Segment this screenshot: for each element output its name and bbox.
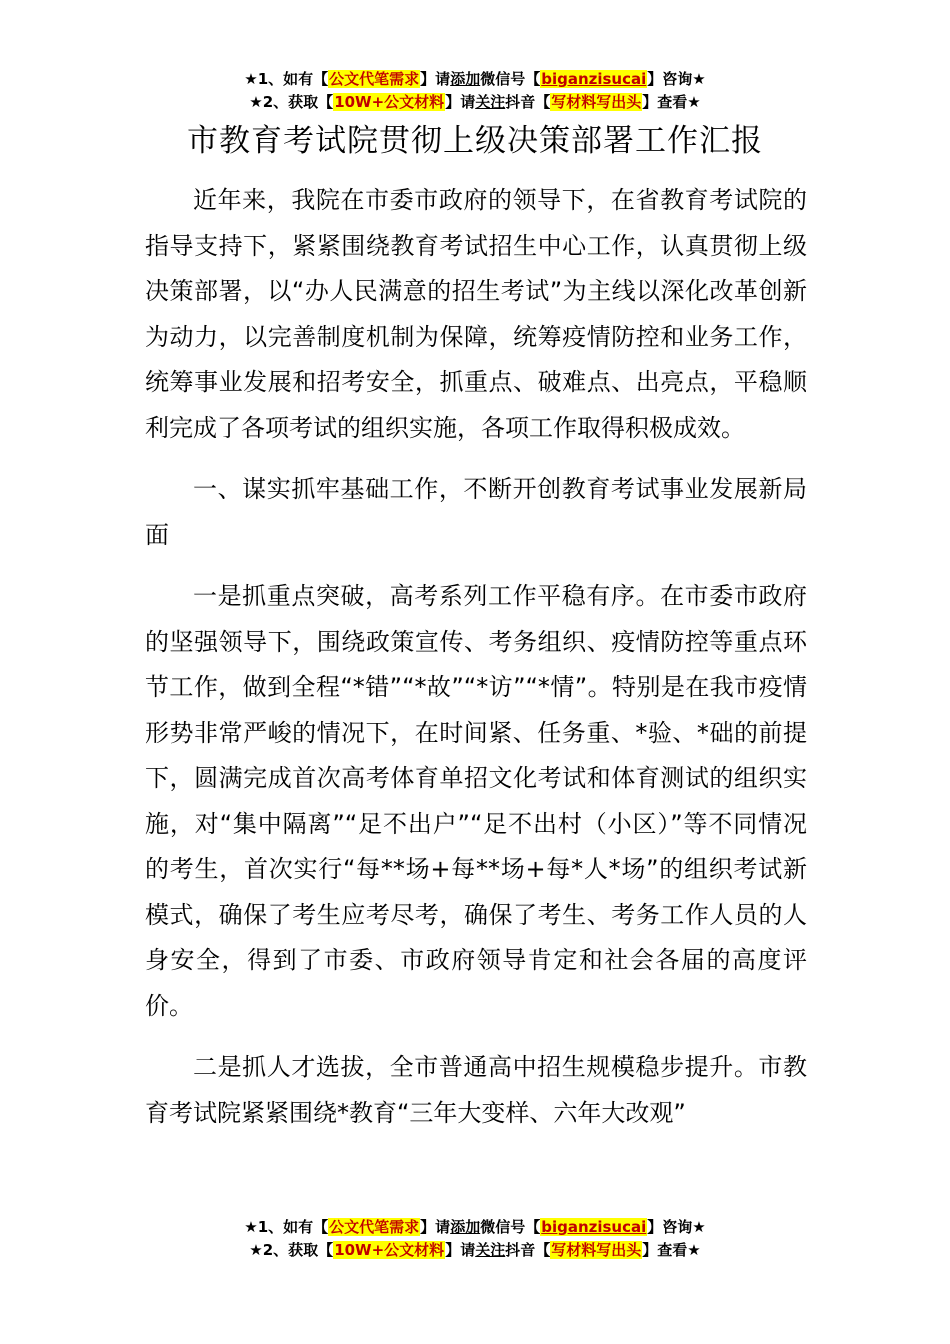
wechat-id-highlight: biganzisucai <box>541 1218 647 1236</box>
promo-text: 微信号【 <box>480 1218 541 1236</box>
promo-text: 】查看★ <box>642 1241 701 1259</box>
promo-text: ★1、如有【 <box>244 1218 329 1236</box>
promo-line-2 <box>0 91 950 114</box>
promo-text: 】请 <box>445 93 476 111</box>
wechat-id-highlight: biganzisucai <box>541 70 647 88</box>
bottom-promo-banner <box>0 1216 950 1262</box>
promo-text: ★2、获取【 <box>249 1241 334 1259</box>
promo-text: 】请 <box>445 1241 476 1259</box>
promo-line-2 <box>0 1239 950 1262</box>
promo-line-1 <box>0 1216 950 1239</box>
promo-text: 】咨询★ <box>647 70 706 88</box>
promo-text: 】咨询★ <box>647 1218 706 1236</box>
promo-text: 】请 <box>420 70 451 88</box>
douyin-highlight: 写材料写出头 <box>551 93 642 111</box>
promo-line-1 <box>0 68 950 91</box>
promo-highlight: 公文代笔需求 <box>329 70 420 88</box>
douyin-highlight: 写材料写出头 <box>551 1241 642 1259</box>
promo-text: 】请 <box>420 1218 451 1236</box>
promo-highlight: 公文代笔需求 <box>329 1218 420 1236</box>
paragraph-point-1: 一是抓重点突破，高考系列工作平稳有序。在市委市政府的坚强领导下，围绕政策宣传、考务组织、疫情防控等重点环节工作，做到全程“*错”“*故”“*访”“*情”。特别是在我市疫情形势非常严峻的情况下，在时间紧、任务重、*验、*础的前提下，圆满完成首次高考体育单招文化考试和体育测试的组织实施，对“集中隔离”“足不出户”“足不出村（小区）”等不同情况的考生，首次实行“每**场+每**场+每*人*场”的组织考试新模式，确保了考生应考尽考，确保了考生、考务工作人员的人身安全，得到了市委、市政府领导肯定和社会各届的高度评价。 <box>145 582 807 1020</box>
promo-text: 抖音【 <box>505 93 551 111</box>
promo-highlight: 10W+公文材料 <box>334 93 445 111</box>
section-heading-1: 一、谋实抓牢基础工作，不断开创教育考试事业发展新局面 <box>145 475 807 549</box>
top-promo-banner <box>0 68 950 114</box>
promo-highlight: 10W+公文材料 <box>334 1241 445 1259</box>
promo-text: ★1、如有【 <box>244 70 329 88</box>
promo-underlined: 添加 <box>450 1218 481 1236</box>
promo-underlined: 关注 <box>475 93 506 111</box>
promo-underlined: 添加 <box>450 70 481 88</box>
promo-text: ★2、获取【 <box>249 93 334 111</box>
promo-text: 微信号【 <box>480 70 541 88</box>
paragraph-point-2: 二是抓人才选拔，全市普通高中招生规模稳步提升。市教育考试院紧紧围绕*教育“三年大变样、六年大改观” <box>145 1053 807 1127</box>
document-title: 市教育考试院贯彻上级决策部署工作汇报 <box>187 123 763 159</box>
promo-text: 抖音【 <box>505 1241 551 1259</box>
paragraph-intro: 近年来，我院在市委市政府的领导下，在省教育考试院的指导支持下，紧紧围绕教育考试招生中心工作，认真贯彻上级决策部署，以“办人民满意的招生考试”为主线以深化改革创新为动力，以完善制度机制为保障，统筹疫情防控和业务工作，统筹事业发展和招考安全，抓重点、破难点、出亮点，平稳顺利完成了各项考试的组织实施，各项工作取得积极成效。 <box>145 186 807 442</box>
promo-underlined: 关注 <box>475 1241 506 1259</box>
document-body <box>145 178 807 1136</box>
promo-text: 】查看★ <box>642 93 701 111</box>
